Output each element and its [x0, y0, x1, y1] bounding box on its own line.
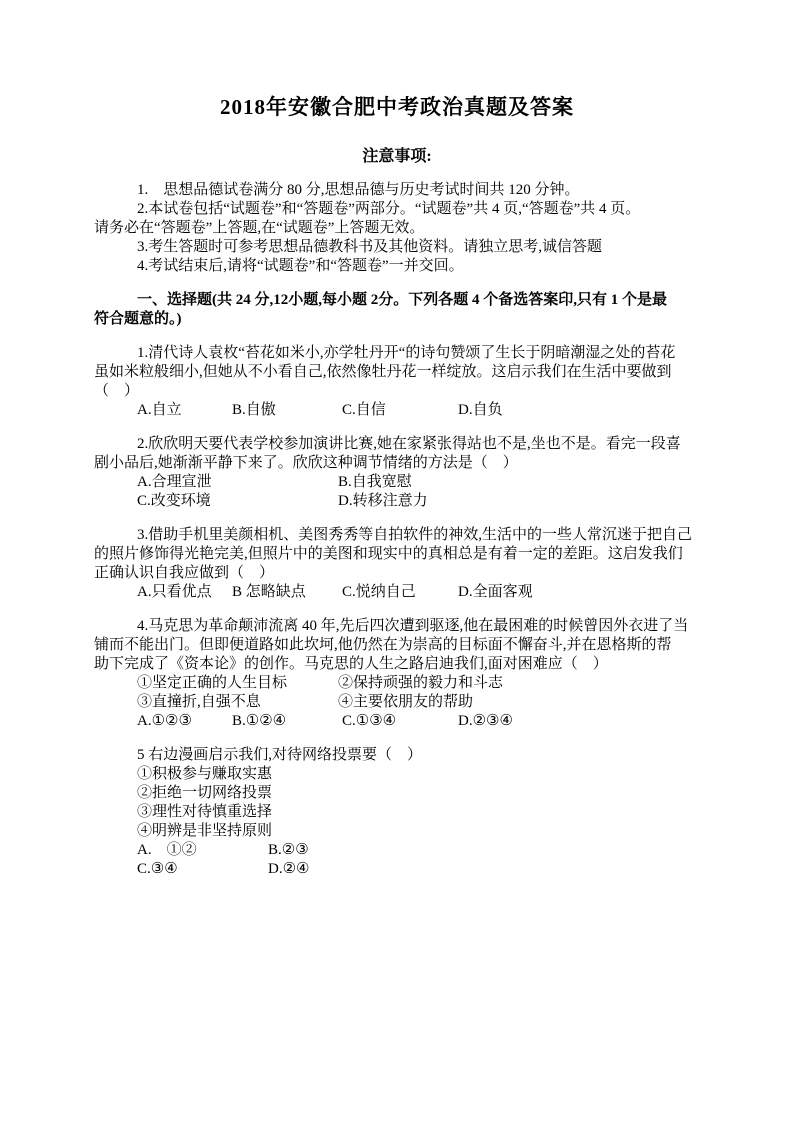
statement-item-4: ④明辨是非坚持原则 [137, 823, 273, 839]
question-1 [94, 344, 734, 420]
question-stem-line: 1.清代诗人袁枚“苔花如米小,亦学牡丹开“的诗句赞颂了生长于阴暗潮湿之处的苔花 [137, 345, 676, 361]
section-heading-line: 符合题意的。) [94, 311, 182, 327]
option-b: B.②③ [268, 842, 309, 858]
option-b: B.自我宽慰 [338, 474, 412, 490]
option-d: D.全面客观 [458, 584, 533, 600]
question-3 [94, 526, 734, 602]
statement-item-2: ②拒绝一切网络投票 [137, 785, 273, 801]
statement-item-1: ①坚定正确的人生目标 [137, 675, 288, 691]
option-c: C.③④ [137, 861, 178, 877]
option-b: B.①②④ [232, 713, 287, 729]
question-stem-line: 虽如米粒般细小,但她从不小看自己,依然像牡丹花一样绽放。这启示我们在生活中要做到 [94, 364, 672, 380]
notice-line: 请务必在“答题卷”上答题,在“试题卷”上答题无效。 [94, 220, 425, 236]
question-stem-line: 5 右边漫画启示我们,对待网络投票要（ ） [137, 747, 423, 763]
question-options-row [94, 401, 734, 420]
question-options-row [94, 492, 734, 511]
option-d: D.②④ [268, 861, 310, 877]
statement-item-2: ②保持顽强的毅力和斗志 [338, 675, 504, 691]
option-a: A.合理宣泄 [137, 474, 212, 490]
question-4 [94, 617, 734, 731]
question-options-row [94, 712, 734, 731]
answer-blank-parentheses: （ ） [94, 383, 140, 399]
question-5 [94, 746, 734, 879]
question-stem-line: 的照片修饰得光艳完美,但照片中的美图和现实中的真相总是有着一定的差距。这启发我们 [94, 546, 683, 562]
statement-item-4: ④主要依朋友的帮助 [338, 694, 474, 710]
option-c: C.悦纳自己 [342, 584, 416, 600]
option-a: A. ①② [137, 842, 197, 858]
option-a: A.自立 [137, 402, 182, 418]
question-stem-line: 2.欣欣明天要代表学校参加演讲比赛,她在家紧张得站也不是,坐也不是。看完一段喜 [137, 436, 681, 452]
question-stem-line: 铺而不能出门。但即便道路如此坎坷,他仍然在为崇高的目标面不懈奋斗,并在恩格斯的帮 [94, 637, 672, 653]
option-d: D.②③④ [458, 713, 513, 729]
question-stem-line: 3.借助手机里美颜相机、美图秀秀等自拍软件的神效,生活中的一些人常沉迷于把自己 [137, 527, 693, 543]
notice-line: 1. 思想品德试卷满分 80 分,思想品德与历史考试时间共 120 分钟。 [137, 182, 580, 198]
statement-item-1: ①积极参与赚取实惠 [137, 766, 273, 782]
question-options-row [94, 473, 734, 492]
section-heading-line: 一、选择题(共 24 分,12小题,每小题 2分。下列各题 4 个备选答案印,只有 1 个是最 [137, 292, 667, 308]
notice-heading: 注意事项: [362, 148, 432, 165]
option-c: C.①③④ [342, 713, 397, 729]
option-b: B 怎略缺点 [232, 584, 306, 600]
notice-line: 2.本试卷包括“试题卷”和“答题卷”两部分。“试题卷”共 4 页,“答题卷”共 4 页。 [137, 201, 641, 217]
question-options-row [94, 860, 734, 879]
question-stem-line: 4.马克思为革命颠沛流离 40 年,先后四次遭到驱逐,他在最困难的时候曾因外衣进了当 [137, 618, 689, 634]
question-2 [94, 435, 734, 511]
question-options-row [94, 583, 734, 602]
option-a: A.只看优点 [137, 584, 212, 600]
question-stem-line: 正确认识自我应做到（ ） [94, 565, 275, 581]
notice-line: 3.考生答题时可参考思想品德教科书及其他资料。请独立思考,诚信答题 [137, 239, 603, 255]
statement-item-3: ③理性对待慎重选择 [137, 804, 273, 820]
question-stem-line: 剧小品后,她渐渐平静下来了。欣欣这种调节情绪的方法是（ ） [94, 455, 518, 471]
option-d: D.自负 [458, 402, 503, 418]
section-heading [94, 291, 734, 329]
document-content [94, 181, 734, 879]
option-b: B.自傲 [232, 402, 276, 418]
notice-list [94, 181, 734, 276]
question-stem-line: 助下完成了《资本论》的创作。马克思的人生之路启迪我们,面对困难应（ ） [94, 656, 608, 672]
statement-items-row [94, 674, 734, 693]
question-options-row [94, 841, 734, 860]
option-d: D.转移注意力 [338, 493, 428, 509]
option-a: A.①②③ [137, 713, 192, 729]
document-title: 2018年安徽合肥中考政治真题及答案 [220, 95, 574, 119]
option-c: C.改变环境 [137, 493, 211, 509]
statement-item-3: ③直撞折,自强不息 [137, 694, 261, 710]
notice-line: 4.考试结束后,请将“试题卷”和“答题卷”一并交回。 [137, 258, 464, 274]
option-c: C.自信 [342, 402, 386, 418]
statement-items-row [94, 693, 734, 712]
